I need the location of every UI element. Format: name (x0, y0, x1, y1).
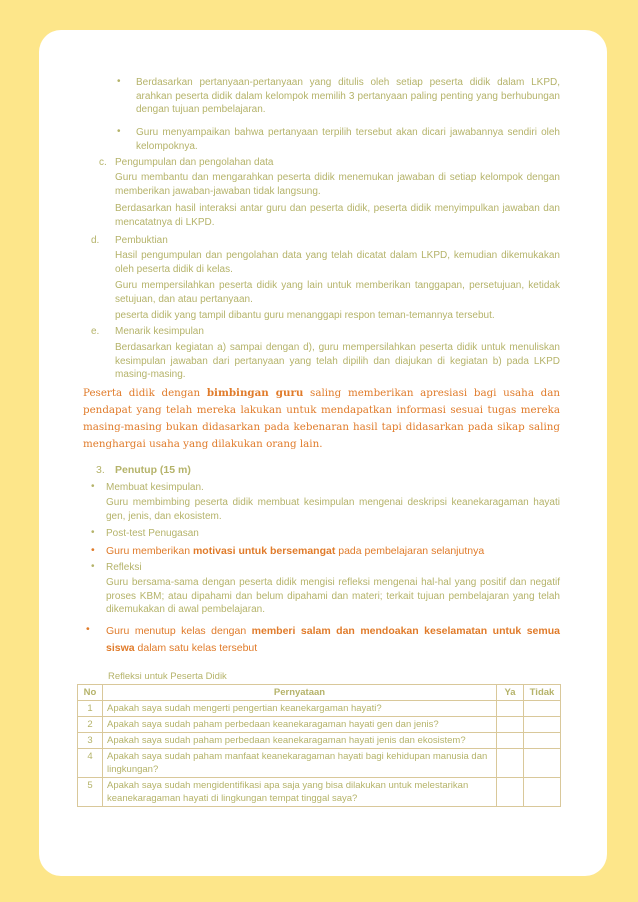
tidak-checkbox-cell[interactable] (524, 778, 561, 807)
step-e-title: Menarik kesimpulan (115, 326, 204, 337)
motivasi-bold-text: motivasi untuk bersemangat (192, 545, 336, 557)
ya-checkbox-cell[interactable] (497, 749, 524, 778)
header-ya: Ya (497, 685, 524, 701)
posttest-item: Post-test Penugasan (106, 528, 199, 539)
motivasi-text-end: pada pembelajaran selanjutnya (335, 545, 485, 557)
step-d-para-2: Guru mempersilahkan peserta didik yang lain untuk memberikan tanggapan, persetujuan, ketidak setujuan, dan atau pertanyaan. (115, 280, 560, 305)
bullet-icon: • (117, 76, 121, 87)
table-header-row (78, 685, 561, 701)
tidak-checkbox-cell[interactable] (524, 733, 561, 749)
kesimpulan-title: Membuat kesimpulan. (106, 482, 204, 493)
step-e-para-1: Berdasarkan kegiatan a) sampai dengan d), guru mempersilahkan peserta didik untuk menuliskan kesimpulan jawaban dari pertanyaan yang telah dipilih dan diajukan di kegiatan b) pada LKPD masing-masing. (115, 342, 560, 381)
row-statement: Apakah saya sudah mengidentifikasi apa saja yang bisa dilakukan untuk melestarikan keanekaragaman hayati di lingkungan tempat tinggal saya? (103, 778, 497, 807)
bullet-icon: • (86, 623, 90, 635)
step-e-label: e. (91, 326, 100, 337)
row-statement: Apakah saya sudah paham manfaat keanekaragaman hayati bagi kehidupan manusia dan lingkungan? (103, 749, 497, 778)
tidak-checkbox-cell[interactable] (524, 717, 561, 733)
ya-checkbox-cell[interactable] (497, 778, 524, 807)
header-tidak: Tidak (524, 685, 561, 701)
step-d-title: Pembuktian (115, 235, 168, 246)
tutup-text-end: dalam satu kelas tersebut (134, 642, 258, 654)
lkpd-bullet-1: Berdasarkan pertanyaan-pertanyaan yang ditulis oleh setiap peserta didik dalam LKPD, arahkan peserta didik dalam kelompok memilih 3 pertanyaan paling penting yang berhubungan dengan tujuan pembelajaran. (136, 77, 560, 116)
step-c-para-2: Berdasarkan hasil interaksi antar guru dan peserta didik, peserta didik menyimpulkan jawaban dan mencatatnya di LKPD. (115, 203, 560, 228)
ya-checkbox-cell[interactable] (497, 717, 524, 733)
penutup-number: 3. (96, 464, 105, 476)
tutup-bold-text: memberi salam dan mendoakan keselamatan untuk semua siswa (106, 625, 560, 654)
refleksi-body: Guru bersama-sama dengan peserta didik mengisi refleksi mengenai hal-hal yang positif dan negatif proses KBM; atau dipahami dan belum dipahami dan materi; terkait tujuan pembelajaran yang telah dikemukakan di awal pembelajaran. (106, 577, 560, 616)
header-pernyataan: Pernyataan (103, 685, 497, 701)
row-number: 3 (78, 733, 103, 749)
bullet-icon: • (117, 126, 121, 137)
tidak-checkbox-cell[interactable] (524, 749, 561, 778)
refleksi-table (77, 684, 561, 807)
step-c-para-1: Guru membantu dan mengarahkan peserta didik menemukan jawaban di setiap kelompok dengan memberikan jawaban-jawaban tidak langsung. (115, 172, 560, 197)
step-c-title: Pengumpulan dan pengolahan data (115, 157, 274, 168)
document-page (39, 30, 607, 876)
motivasi-text-start: Guru memberikan (106, 545, 193, 557)
bullet-icon: • (91, 544, 95, 556)
row-number: 2 (78, 717, 103, 733)
tutup-text-start: Guru menutup kelas dengan (106, 625, 252, 637)
tutup-kelas-item (106, 623, 560, 657)
step-d-label: d. (91, 235, 100, 246)
row-number: 4 (78, 749, 103, 778)
kesimpulan-body: Guru membimbing peserta didik membuat kesimpulan mengenai deskripsi keanekaragaman hayati gen, jenis, dan ekosistem. (106, 497, 560, 522)
header-no: No (78, 685, 103, 701)
table-row (78, 717, 561, 733)
table-row (78, 701, 561, 717)
motivasi-item (106, 544, 484, 558)
table-row (78, 733, 561, 749)
apresiasi-paragraph (83, 385, 560, 453)
refleksi-title: Refleksi (106, 562, 142, 573)
lkpd-bullet-2: Guru menyampaikan bahwa pertanyaan terpilih tersebut akan dicari jawabannya sendiri oleh kelompoknya. (136, 127, 560, 152)
step-d-para-3: peserta didik yang tampil dibantu guru menanggapi respon teman-temannya tersebut. (115, 310, 495, 321)
ya-checkbox-cell[interactable] (497, 701, 524, 717)
table-row (78, 778, 561, 807)
apresiasi-text-end: saling memberikan apresiasi bagi usaha dan pendapat yang telah mereka lakukan untuk mendapatkan informasi sesuai tugas mereka masing-masing bukan didasarkan pada kebenaran hasil tapi didasarkan pada sikap saling menghargai usaha yang dilakukan orang lain. (83, 387, 560, 450)
bullet-icon: • (91, 481, 95, 492)
step-c-label: c. (99, 157, 107, 168)
penutup-title: Penutup (15 m) (115, 464, 191, 476)
row-statement: Apakah saya sudah paham perbedaan keanekaragaman hayati jenis dan ekosistem? (103, 733, 497, 749)
row-statement: Apakah saya sudah paham perbedaan keanekaragaman hayati gen dan jenis? (103, 717, 497, 733)
apresiasi-text-start: Peserta didik dengan (83, 387, 207, 399)
tidak-checkbox-cell[interactable] (524, 701, 561, 717)
row-statement: Apakah saya sudah mengerti pengertian keanekargaman hayati? (103, 701, 497, 717)
bullet-icon: • (91, 527, 95, 538)
row-number: 5 (78, 778, 103, 807)
refleksi-table-caption: Refleksi untuk Peserta Didik (108, 671, 227, 682)
apresiasi-bold-text: bimbingan guru (206, 387, 304, 399)
bullet-icon: • (91, 561, 95, 572)
step-d-para-1: Hasil pengumpulan dan pengolahan data yang telah dicatat dalam LKPD, kemudian dikemukakan oleh peserta didik di kelas. (115, 250, 560, 275)
row-number: 1 (78, 701, 103, 717)
table-row (78, 749, 561, 778)
ya-checkbox-cell[interactable] (497, 733, 524, 749)
